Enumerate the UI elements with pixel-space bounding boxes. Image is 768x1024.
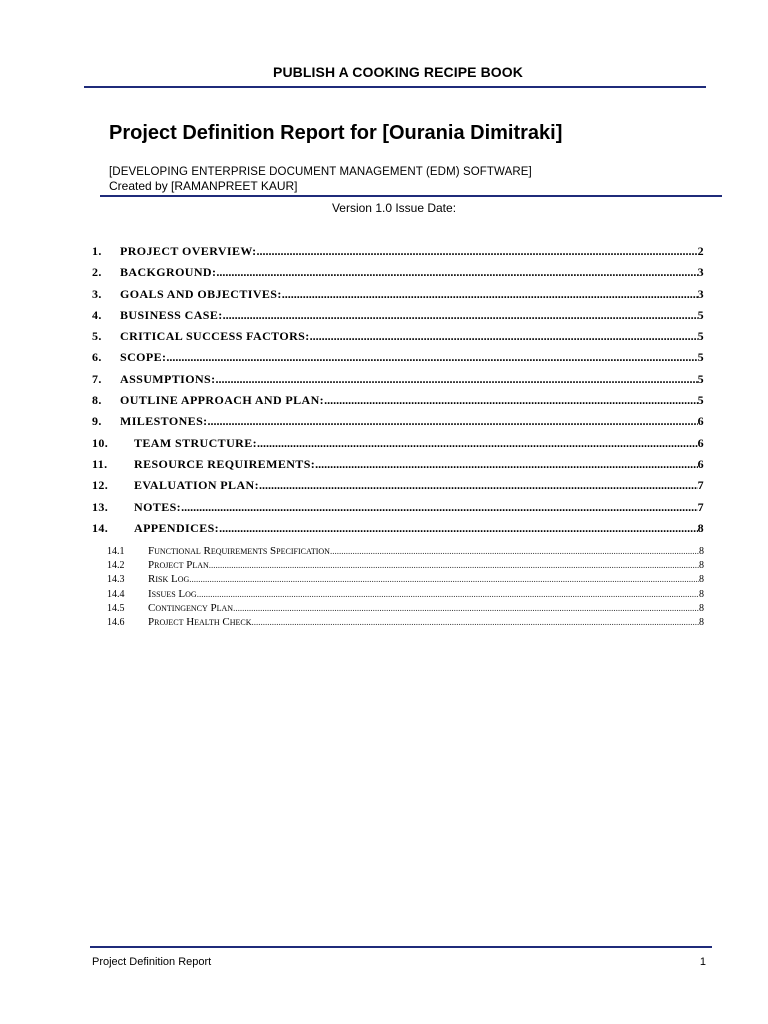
subtoc-entry-issues-log[interactable] [107, 588, 704, 602]
toc-leader [181, 500, 698, 515]
title-divider [100, 195, 722, 197]
toc-number: 3. [92, 286, 102, 301]
toc-leader [216, 265, 697, 280]
subtoc-leader [330, 546, 699, 556]
subtoc-label: Issues Log [148, 587, 197, 600]
toc-label: EVALUATION PLAN: [134, 478, 259, 493]
toc-leader [223, 308, 698, 323]
subtoc-number: 14.5 [107, 602, 125, 614]
toc-page: 5 [697, 329, 704, 344]
toc-page: 2 [697, 244, 704, 258]
toc-entry-background[interactable] [92, 265, 704, 286]
subtoc-entry-risk-log[interactable] [107, 573, 704, 587]
toc-number: 6. [92, 350, 102, 365]
subtoc-leader [209, 560, 699, 570]
created-by: Created by [RAMANPREET KAUR] [109, 179, 298, 193]
subtoc-entry-contingency-plan[interactable] [107, 602, 704, 616]
footer-divider [90, 946, 712, 948]
toc-leader [166, 350, 697, 365]
subtoc-label: Project Health Check [148, 615, 252, 628]
toc-entry-milestones[interactable] [92, 414, 704, 435]
toc-label: SCOPE: [120, 350, 167, 365]
toc-entry-notes[interactable] [92, 500, 704, 521]
toc-entry-project-overview[interactable] [92, 244, 704, 265]
toc-leader [208, 414, 698, 429]
toc-page: 5 [697, 393, 704, 408]
toc-label: NOTES: [134, 499, 182, 514]
appendix-subentries [107, 545, 704, 630]
toc-entry-outline-approach[interactable] [92, 393, 704, 414]
toc-leader [219, 521, 698, 536]
version-line: Version 1.0 Issue Date: [331, 201, 457, 215]
toc-leader [257, 244, 698, 259]
toc-entry-assumptions[interactable] [92, 372, 704, 393]
toc-number: 11. [92, 456, 108, 471]
toc-leader [257, 436, 698, 451]
subtoc-leader [197, 589, 699, 599]
toc-page: 8 [697, 520, 704, 535]
toc-label: ASSUMPTIONS: [120, 371, 216, 386]
report-title: Project Definition Report for [Ourania Dimitraki] [109, 122, 563, 144]
subtoc-label: Contingency Plan [148, 601, 234, 614]
toc-number: 4. [92, 307, 102, 322]
toc-number: 1. [92, 244, 102, 258]
toc-page: 6 [697, 414, 704, 429]
toc-label: CRITICAL SUCCESS FACTORS: [120, 329, 310, 344]
toc-label: OUTLINE APPROACH AND PLAN: [120, 393, 325, 408]
subtoc-leader [252, 617, 700, 627]
subtoc-leader [189, 574, 699, 584]
toc-label: BACKGROUND: [120, 265, 217, 280]
subtoc-entry-project-plan[interactable] [107, 559, 704, 573]
page-header-title: PUBLISH A COOKING RECIPE BOOK [273, 64, 523, 80]
toc-number: 5. [92, 329, 102, 344]
toc-entry-resource-requirements[interactable] [92, 457, 704, 478]
toc-label: GOALS AND OBJECTIVES: [120, 286, 282, 301]
subtoc-number: 14.4 [107, 588, 125, 600]
report-subtitle: [DEVELOPING ENTERPRISE DOCUMENT MANAGEMENT (EDM) SOFTWARE] [109, 166, 532, 178]
toc-entry-evaluation-plan[interactable] [92, 478, 704, 499]
subtoc-entry-functional-requirements[interactable] [107, 545, 704, 559]
toc-label: MILESTONES: [120, 414, 208, 429]
subtoc-number: 14.2 [107, 560, 125, 572]
toc-page: 6 [697, 456, 704, 471]
subtoc-label: Risk Log [148, 573, 190, 586]
toc-label: BUSINESS CASE: [120, 307, 223, 322]
subtoc-label: Functional Requirements Specification [148, 545, 330, 557]
toc-label: PROJECT OVERVIEW: [120, 244, 257, 258]
toc-entry-goals-and-objectives[interactable] [92, 287, 704, 308]
toc-leader [315, 457, 697, 472]
subtoc-page: 8 [699, 616, 704, 628]
subtoc-page: 8 [699, 602, 704, 614]
subtoc-page: 8 [699, 560, 704, 572]
toc-entry-critical-success-factors[interactable] [92, 329, 704, 350]
toc-number: 13. [92, 499, 109, 514]
toc-number: 14. [92, 520, 109, 535]
toc-leader [259, 478, 698, 493]
toc-number: 10. [92, 435, 109, 450]
toc-number: 2. [92, 265, 102, 280]
toc-page: 5 [697, 307, 704, 322]
toc-page: 5 [697, 371, 704, 386]
subtoc-page: 8 [699, 574, 704, 586]
toc-page: 7 [697, 499, 704, 514]
footer-document-name: Project Definition Report [92, 956, 212, 968]
toc-label: RESOURCE REQUIREMENTS: [134, 456, 316, 471]
toc-number: 7. [92, 371, 102, 386]
subtoc-number: 14.1 [107, 546, 125, 557]
table-of-contents [92, 244, 704, 542]
header-divider [84, 86, 706, 88]
toc-number: 9. [92, 414, 102, 429]
toc-number: 8. [92, 393, 102, 408]
toc-leader [324, 393, 698, 408]
subtoc-number: 14.6 [107, 616, 125, 628]
toc-leader [310, 329, 698, 344]
toc-entry-scope[interactable] [92, 350, 704, 371]
toc-page: 7 [697, 478, 704, 493]
subtoc-entry-project-health-check[interactable] [107, 616, 704, 630]
subtoc-number: 14.3 [107, 574, 125, 586]
toc-page: 6 [697, 435, 704, 450]
toc-entry-team-structure[interactable] [92, 436, 704, 457]
toc-entry-appendices[interactable] [92, 521, 704, 542]
toc-leader [215, 372, 697, 387]
toc-number: 12. [92, 478, 109, 493]
toc-leader [282, 287, 698, 302]
toc-entry-business-case[interactable] [92, 308, 704, 329]
toc-page: 3 [697, 265, 704, 280]
subtoc-page: 8 [699, 588, 704, 600]
toc-page: 5 [697, 350, 704, 365]
toc-page: 3 [697, 286, 704, 301]
subtoc-leader [233, 603, 699, 613]
subtoc-page: 8 [699, 546, 704, 557]
subtoc-label: Project Plan [148, 559, 209, 572]
toc-label: APPENDICES: [134, 520, 220, 535]
toc-label: TEAM STRUCTURE: [134, 435, 258, 450]
footer-page-number: 1 [699, 956, 706, 968]
